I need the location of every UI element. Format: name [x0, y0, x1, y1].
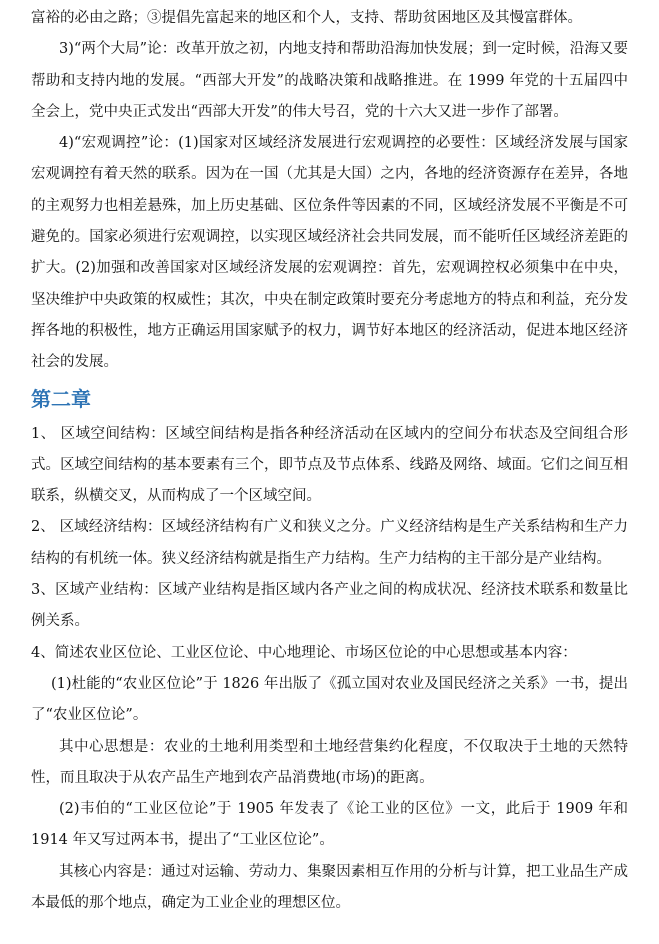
paragraph-policy-end: 富裕的必由之路；③提倡先富起来的地区和个人，支持、帮助贫困地区及其慢富群体。	[31, 10, 582, 26]
chapter-heading: 第二章	[31, 386, 91, 411]
paragraph-thunen-agricultural-location: (1)杜能的“农业区位论”于 1826 年出版了《孤立国对农业及国民经济之关系》一书，提出了“农业区位论”。	[31, 675, 628, 724]
paragraph-weber-core-content: 其核心内容是：通过对运输、劳动力、集聚因素相互作用的分析与计算，把工业品生产成本最低的那个地点，确定为工业企业的理想区位。	[31, 863, 628, 912]
item-regional-spatial-structure: 1、 区域空间结构：区域空间结构是指各种经济活动在区域内的空间分布状态及空间组合形式。区域空间结构的基本要素有三个，即节点及节点体系、线路及网络、域面。它们之间互相联系，纵横交叉，从而构成了一个区域空间。	[31, 425, 628, 505]
paragraph-thunen-central-idea: 其中心思想是：农业的土地利用类型和土地经营集约化程度，不仅取决于土地的天然特性，而且取决于从农产品生产地到农产品消费地(市场)的距离。	[31, 738, 628, 786]
item-regional-economic-structure: 2、 区域经济结构：区域经济结构有广义和狭义之分。广义经济结构是生产关系结构和生产力结构的有机统一体。狭义经济结构就是指生产力结构。生产力结构的主干部分是产业结构。	[31, 519, 628, 567]
paragraph-macro-control: 4)“宏观调控”论：(1)国家对区域经济发展进行宏观调控的必要性：区域经济发展与国家宏观调控有着天然的联系。因为在一国（尤其是大国）之内，各地的经济资源存在差异，各地的主观努力也相差悬殊，加上历史基础、区位条件等因素的不同，区域经济发展不平衡是不可避免的。国家必须进行宏观调控，以实现区域经济社会共同发展，而不能听任区域经济差距的扩大。(2)加强和改善国家对区域经济发展的宏观调控：首先，宏观调控权必须集中在中央，坚决维护中央政策的权威性；其次，中央在制定政策时要充分考虑地方的特点和利益，充分发挥各地的积极性，地方正确运用国家赋予的权力，调节好本地区的经济活动，促进本地区经济社会的发展。	[31, 135, 628, 371]
paragraph-weber-industrial-location: (2)韦伯的“工业区位论”于 1905 年发表了《论工业的区位》一文，此后于 1909 年和1914 年又写过两本书，提出了“工业区位论”。	[31, 801, 628, 849]
item-regional-industrial-structure: 3、区域产业结构：区域产业结构是指区域内各产业之间的构成状况、经济技术联系和数量比例关系。	[31, 582, 628, 630]
paragraph-two-overall-situations: 3)“两个大局”论：改革开放之初，内地支持和帮助沿海加快发展；到一定时候，沿海又要帮助和支持内地的发展。“西部大开发”的战略决策和战略推进。在 1999 年党的十五届四中全会上，党中央正式发出“西部大开发”的伟大号召，党的十六大又进一步作了部署。	[31, 41, 628, 120]
item-location-theories-question: 4、简述农业区位论、工业区位论、中心地理论、市场区位论的中心思想或基本内容：	[31, 644, 577, 661]
